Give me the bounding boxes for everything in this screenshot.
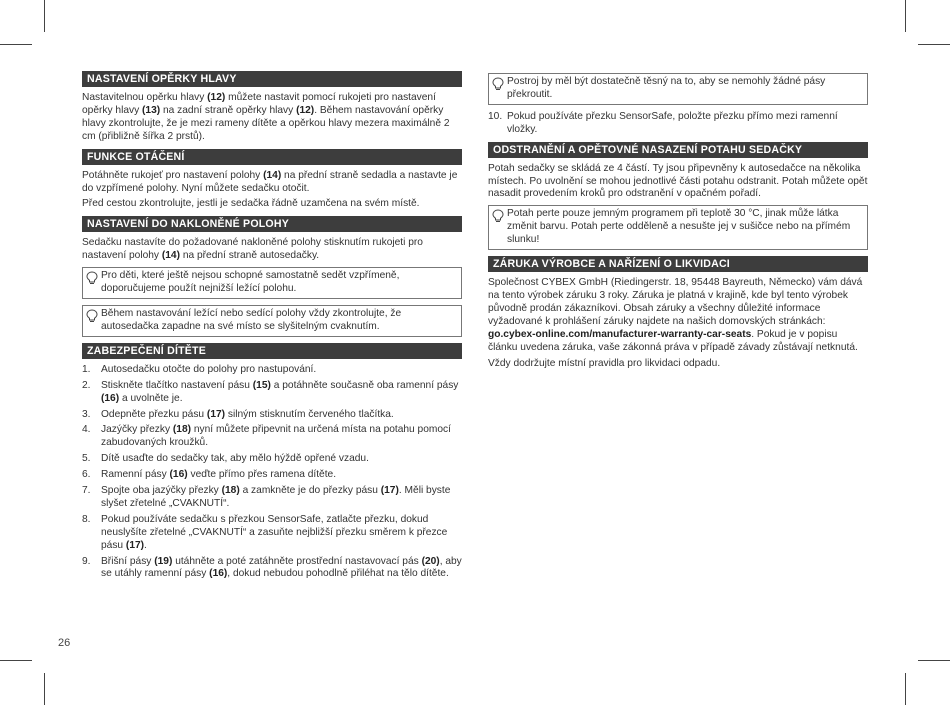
- list-item: 1. Autosedačku otočte do polohy pro nastupování.: [82, 363, 317, 375]
- list-item: 7. Spojte oba jazýčky přezky (18) a zamkněte je do přezky pásu (17). Měli byste slyšet zřetelné „CVAKNUTÍ“.: [82, 485, 451, 509]
- section-heading-warranty: ZÁRUKA VÝROBCE A NAŘÍZENÍ O LIKVIDACI: [488, 256, 868, 272]
- lightbulb-icon: [86, 271, 98, 285]
- note-box: [488, 205, 868, 250]
- crop-mark: [44, 0, 45, 32]
- crop-mark: [0, 44, 32, 45]
- page-number: 26: [58, 637, 71, 649]
- crop-mark: [0, 660, 32, 661]
- list-item: 8. Pokud používáte sedačku s přezkou SensorSafe, zatlačte přezku, dokud neuslyšíte zřetelné „CVAKNUTÍ“ a zasuňte nejbližší přezku směrem k přezce pásu (17).: [82, 513, 448, 551]
- list-item: 3. Odepněte přezku pásu (17) silným stisknutím červeného tlačítka.: [82, 408, 394, 420]
- list-item: 5. Dítě usaďte do sedačky tak, aby mělo hýždě opřené vzadu.: [82, 453, 369, 465]
- safety-steps-list: [82, 364, 462, 582]
- lightbulb-icon: [492, 209, 504, 223]
- note-box: [82, 305, 462, 337]
- headrest-paragraph: Nastavitelnou opěrku hlavy (12) můžete nastavit pomocí rukojeti pro nastavení opěrky hlavy (13) na zadní straně opěrky hlavy (12). Během nastavování opěrky hlavy zkontrolujte, že je mezi rameny dítěte a opěrkou hlavy mezera maximálně 2 cm (přibližně šířka 2 prstů).: [82, 92, 450, 142]
- section-heading-child-safety: ZABEZPEČENÍ DÍTĚTE: [82, 343, 462, 359]
- lightbulb-icon: [492, 77, 504, 91]
- note-text: Potah perte pouze jemným programem při teplotě 30 °C, jinak může látka změnit barvu. Potah perte odděleně a nesušte jej v sušičce nebo na přímém slunku!: [507, 208, 851, 246]
- section-heading-headrest: NASTAVENÍ OPĚRKY HLAVY: [82, 71, 462, 87]
- crop-mark: [905, 0, 906, 32]
- section-heading-rotation: FUNKCE OTÁČENÍ: [82, 149, 462, 165]
- rotation-check-paragraph: Před cestou zkontrolujte, jestli je sedačka řádně uzamčena na svém místě.: [82, 198, 420, 210]
- cover-paragraph: Potah sedačky se skládá ze 4 částí. Ty jsou připevněny k autosedačce na několika místech. Po uvolnění se mohou jednotlivé části potahu odstranit. Potah můžete opět nasadit provedením kroků pro odstranění v opačném pořadí.: [488, 162, 868, 200]
- list-item: 9. Břišní pásy (19) utáhněte a poté zatáhněte prostřední nastavovací pás (20), aby se utáhly ramenní pásy (16), dokud nebudou pohodlně přiléhat na tělo dítěte.: [82, 555, 462, 580]
- section-heading-cover: ODSTRANĚNÍ A OPĚTOVNÉ NASAZENÍ POTAHU SEDAČKY: [488, 142, 868, 158]
- list-item: 6. Ramenní pásy (16) veďte přímo přes ramena dítěte.: [82, 469, 337, 481]
- warranty-link[interactable]: go.cybex-online.com/manufacturer-warranty-car-seats: [488, 328, 752, 340]
- right-column: [488, 71, 868, 373]
- crop-mark: [44, 673, 45, 705]
- note-text: Během nastavování ležící nebo sedící polohy vždy zkontrolujte, že autosedačka zapadne na své místo se slyšitelným cvaknutím.: [101, 307, 402, 332]
- crop-mark: [918, 44, 950, 45]
- rotation-paragraph: Potáhněte rukojeť pro nastavení polohy (14) na přední straně sedadla a nastavte je do vzpřímené polohy. Nyní můžete sedačku otočit.: [82, 169, 458, 194]
- section-heading-recline: NASTAVENÍ DO NAKLONĚNÉ POLOHY: [82, 216, 462, 232]
- note-box: [488, 73, 868, 105]
- crop-mark: [905, 673, 906, 705]
- note-text: Pro děti, které ještě nejsou schopné samostatně sedět vzpřímeně, doporučujeme použít nejnižší ležící polohu.: [101, 270, 400, 295]
- list-item: 2. Stiskněte tlačítko nastavení pásu (15) a potáhněte současně oba ramenní pásy (16) a uvolněte je.: [82, 379, 459, 404]
- list-item: 4. Jazýčky přezky (18) nyní můžete připevnit na určená místa na potahu pomocí zabudovaných kroužků.: [82, 424, 451, 449]
- warranty-paragraph: Společnost CYBEX GmbH (Riedingerstr. 18, 95448 Bayreuth, Německo) vám dává na tento výrobek záruku 3 roky. Záruka je platná v krajině, kde byl tento výrobek původně prodán zákazníkovi. Obsah záruky a všechny důležité informace vyžadované k prohlášení záruky najdete na našich domovských stránkách: go.cybex-online.com/manufacturer-warranty-car-seats. Pokud je v popisu článku uvedena záruka, vaše zákonná práva v případě závady zůstávají netknutá.: [488, 277, 863, 353]
- safety-steps-list-continued: [488, 111, 868, 137]
- left-column: [82, 71, 462, 584]
- disposal-paragraph: Vždy dodržujte místní pravidla pro likvidaci odpadu.: [488, 357, 721, 369]
- note-box: [82, 267, 462, 299]
- note-text: Postroj by měl být dostatečně těsný na to, aby se nemohly žádné pásy překroutit.: [507, 76, 826, 100]
- lightbulb-icon: [86, 309, 98, 323]
- list-item: 10. Pokud používáte přezku SensorSafe, položte přezku přímo mezi ramenní vložky.: [488, 110, 838, 135]
- recline-paragraph: Sedačku nastavíte do požadované nakloněné polohy stisknutím rukojeti pro nastavení polohy (14) na přední straně autosedačky.: [82, 237, 423, 262]
- crop-mark: [918, 660, 950, 661]
